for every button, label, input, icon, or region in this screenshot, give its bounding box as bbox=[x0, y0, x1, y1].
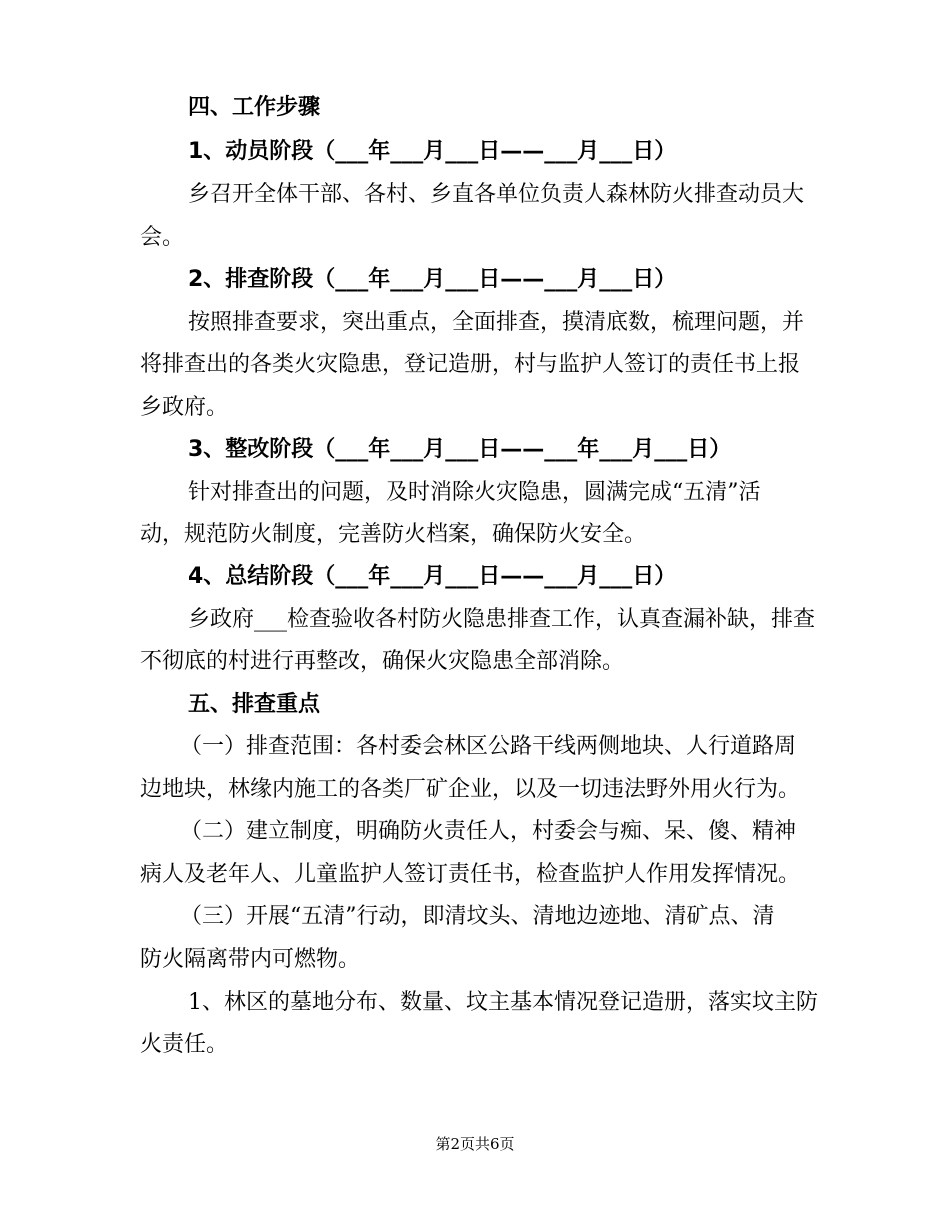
step-4-body-line-2: 不彻底的村进行再整改，确保火灾隐患全部消除。 bbox=[140, 649, 625, 674]
step-2-body-line-2: 将排查出的各类火灾隐患，登记造册，村与监护人签订的责任书上报 bbox=[140, 352, 801, 377]
step-3-body-line-1: 针对排查出的问题，及时消除火灾隐患，圆满完成“五清”活 bbox=[188, 480, 761, 505]
step-3-body-line-2: 动，规范防火制度，完善防火档案，确保防火安全。 bbox=[140, 522, 647, 547]
page-footer: 第2页共6页 bbox=[435, 1135, 515, 1153]
step-1-body-line-1: 乡召开全体干部、各村、乡直各单位负责人森林防火排查动员大 bbox=[188, 182, 805, 207]
step-3-heading: 3、整改阶段（___年___月___日——___年___月___日） bbox=[188, 437, 732, 462]
step-2-body-line-1: 按照排查要求，突出重点，全面排查，摸清底数，梳理问题，并 bbox=[188, 310, 805, 335]
item-2-line-2: 病人及老年人、儿童监护人签订责任书，检查监护人作用发挥情况。 bbox=[140, 862, 801, 887]
step-1-heading: 1、动员阶段（___年___月___日——___月___日） bbox=[188, 139, 677, 164]
item-3-line-1: （三）开展“五清”行动，即清坟头、清地边迹地、清矿点、清 bbox=[180, 904, 775, 929]
item-3-line-2: 防火隔离带内可燃物。 bbox=[140, 947, 361, 972]
step-4-body-line-1: 乡政府___检查验收各村防火隐患排查工作，认真查漏补缺，排查 bbox=[188, 607, 816, 632]
step-2-body-line-3: 乡政府。 bbox=[140, 395, 229, 420]
item-1-line-1: （一）排查范围：各村委会林区公路干线两侧地块、人行道路周 bbox=[180, 734, 797, 759]
section-5-heading: 五、排查重点 bbox=[188, 692, 321, 717]
sub-1-line-2: 火责任。 bbox=[140, 1032, 229, 1057]
step-1-body-line-2: 会。 bbox=[140, 225, 185, 250]
step-2-heading: 2、排查阶段（___年___月___日——___月___日） bbox=[188, 267, 677, 292]
item-2-line-1: （二）建立制度，明确防火责任人，村委会与痴、呆、傻、精神 bbox=[180, 819, 797, 844]
item-1-line-2: 边地块，林缘内施工的各类厂矿企业，以及一切违法野外用火行为。 bbox=[140, 777, 801, 802]
sub-1-line-1: 1、林区的墓地分布、数量、坟主基本情况登记造册，落实坟主防 bbox=[188, 990, 818, 1015]
section-4-heading: 四、工作步骤 bbox=[188, 95, 321, 120]
step-4-heading: 4、总结阶段（___年___月___日——___月___日） bbox=[188, 564, 677, 589]
